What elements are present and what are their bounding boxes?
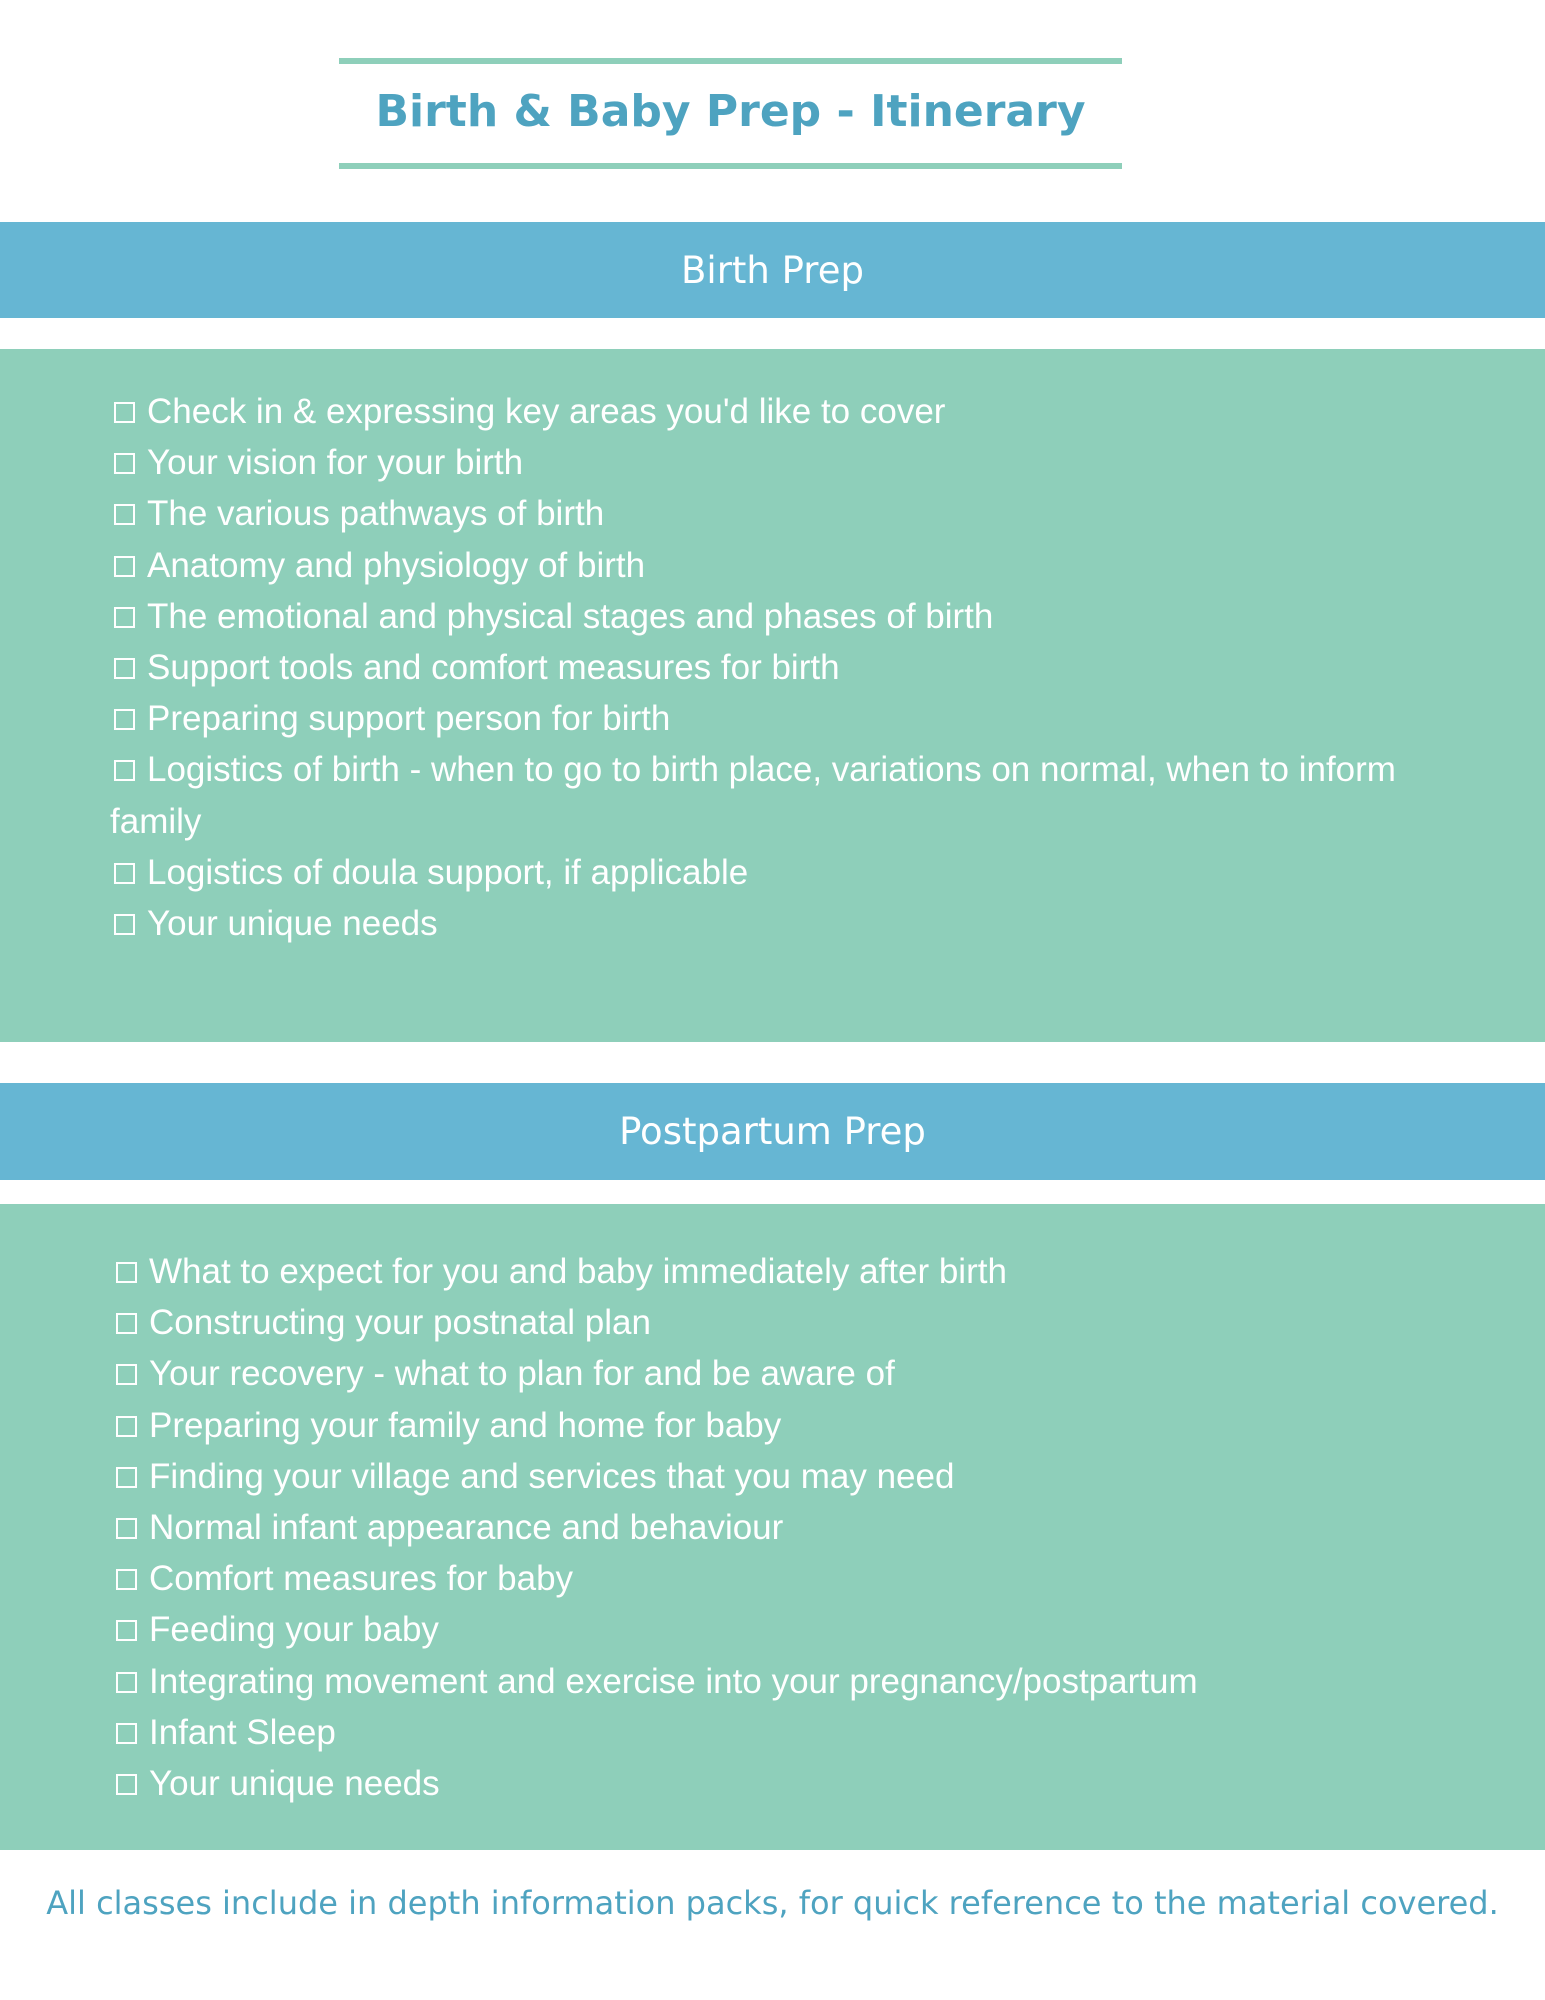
- checklist-item: [110, 898, 1405, 949]
- checkbox-icon: [116, 1262, 137, 1283]
- checkbox-icon: [116, 1620, 137, 1641]
- checklist-item-label: Preparing support person for birth: [147, 699, 671, 739]
- checkbox-icon: [114, 453, 135, 474]
- checkbox-icon: [114, 402, 135, 423]
- checklist-item: [112, 1758, 1405, 1809]
- title-bottom-rule: [339, 163, 1122, 169]
- checklist-item: [110, 488, 1405, 539]
- checkbox-icon: [114, 760, 135, 781]
- checklist-item: [112, 1400, 1405, 1451]
- checklist-item-label: Infant Sleep: [149, 1712, 336, 1752]
- checklist-item: [110, 847, 1405, 898]
- page-title: Birth & Baby Prep - Itinerary: [375, 86, 1086, 137]
- checklist-item: [112, 1246, 1405, 1297]
- checklist-item: [112, 1553, 1405, 1604]
- checklist-item: [112, 1297, 1405, 1348]
- checklist: [110, 386, 1405, 949]
- checklist-item-label: Comfort measures for baby: [149, 1559, 574, 1599]
- checklist-item-label: Your unique needs: [149, 1764, 440, 1804]
- checklist-item: [112, 1502, 1405, 1553]
- checklist-item: [112, 1604, 1405, 1655]
- section-panel-birth-prep: [0, 349, 1545, 1042]
- footer-note: All classes include in depth information packs, for quick reference to the material covered.: [46, 1884, 1499, 1922]
- checklist-item-label: Support tools and comfort measures for birth: [147, 648, 840, 688]
- checkbox-icon: [116, 1416, 137, 1437]
- checklist-item-label: Check in & expressing key areas you'd like to cover: [147, 392, 946, 431]
- checklist-item-label: Your recovery - what to plan for and be aware of: [149, 1354, 895, 1394]
- checklist-item: [110, 693, 1405, 744]
- checkbox-icon: [114, 863, 135, 884]
- checklist-item: [110, 744, 1405, 846]
- section-panel-postpartum-prep: [0, 1204, 1545, 1850]
- checkbox-icon: [116, 1774, 137, 1795]
- checkbox-icon: [116, 1518, 137, 1539]
- checklist-item-label: Your unique needs: [147, 904, 438, 944]
- checklist-item-label: Constructing your postnatal plan: [149, 1303, 651, 1343]
- checkbox-icon: [116, 1364, 137, 1385]
- checklist: [112, 1246, 1405, 1809]
- checklist-item-label: Normal infant appearance and behaviour: [149, 1508, 784, 1548]
- checkbox-icon: [116, 1467, 137, 1488]
- checkbox-icon: [114, 914, 135, 935]
- checkbox-icon: [116, 1723, 137, 1744]
- checklist-item: [110, 437, 1405, 488]
- section-header-postpartum-prep: [0, 1083, 1545, 1180]
- checklist-item-label: Logistics of doula support, if applicable: [147, 852, 749, 892]
- checkbox-icon: [114, 556, 135, 577]
- checklist-item: [110, 591, 1405, 642]
- checkbox-icon: [114, 658, 135, 679]
- checkbox-icon: [114, 709, 135, 730]
- checkbox-icon: [114, 504, 135, 525]
- checklist-item-label: Anatomy and physiology of birth: [147, 545, 646, 585]
- checkbox-icon: [116, 1313, 137, 1334]
- checklist-item: [112, 1656, 1405, 1707]
- checklist-item-label: The various pathways of birth: [147, 494, 605, 534]
- checklist-item-label: The emotional and physical stages and phases of birth: [147, 596, 994, 636]
- checkbox-icon: [114, 607, 135, 628]
- section-heading: Birth Prep: [681, 248, 864, 292]
- checklist-item-label: Integrating movement and exercise into your pregnancy/postpartum: [149, 1661, 1198, 1701]
- section-header-birth-prep: [0, 222, 1545, 318]
- title-top-rule: [339, 58, 1122, 64]
- checklist-item: [110, 642, 1405, 693]
- checklist-item: [110, 386, 1405, 437]
- checkbox-icon: [116, 1569, 137, 1590]
- checklist-item: [110, 540, 1405, 591]
- checklist-item-label: Preparing your family and home for baby: [149, 1405, 782, 1445]
- checkbox-icon: [116, 1672, 137, 1693]
- checklist-item-label: Finding your village and services that you may need: [149, 1456, 955, 1496]
- checklist-item-label: Logistics of birth - when to go to birth place, variations on normal, when to inform family: [110, 750, 1396, 841]
- checklist-item-label: What to expect for you and baby immediately after birth: [149, 1252, 1007, 1291]
- checklist-item: [112, 1707, 1405, 1758]
- checklist-item-label: Your vision for your birth: [147, 443, 524, 483]
- checklist-item-label: Feeding your baby: [149, 1610, 439, 1650]
- checklist-item: [112, 1348, 1405, 1399]
- section-heading: Postpartum Prep: [619, 1110, 926, 1153]
- checklist-item: [112, 1451, 1405, 1502]
